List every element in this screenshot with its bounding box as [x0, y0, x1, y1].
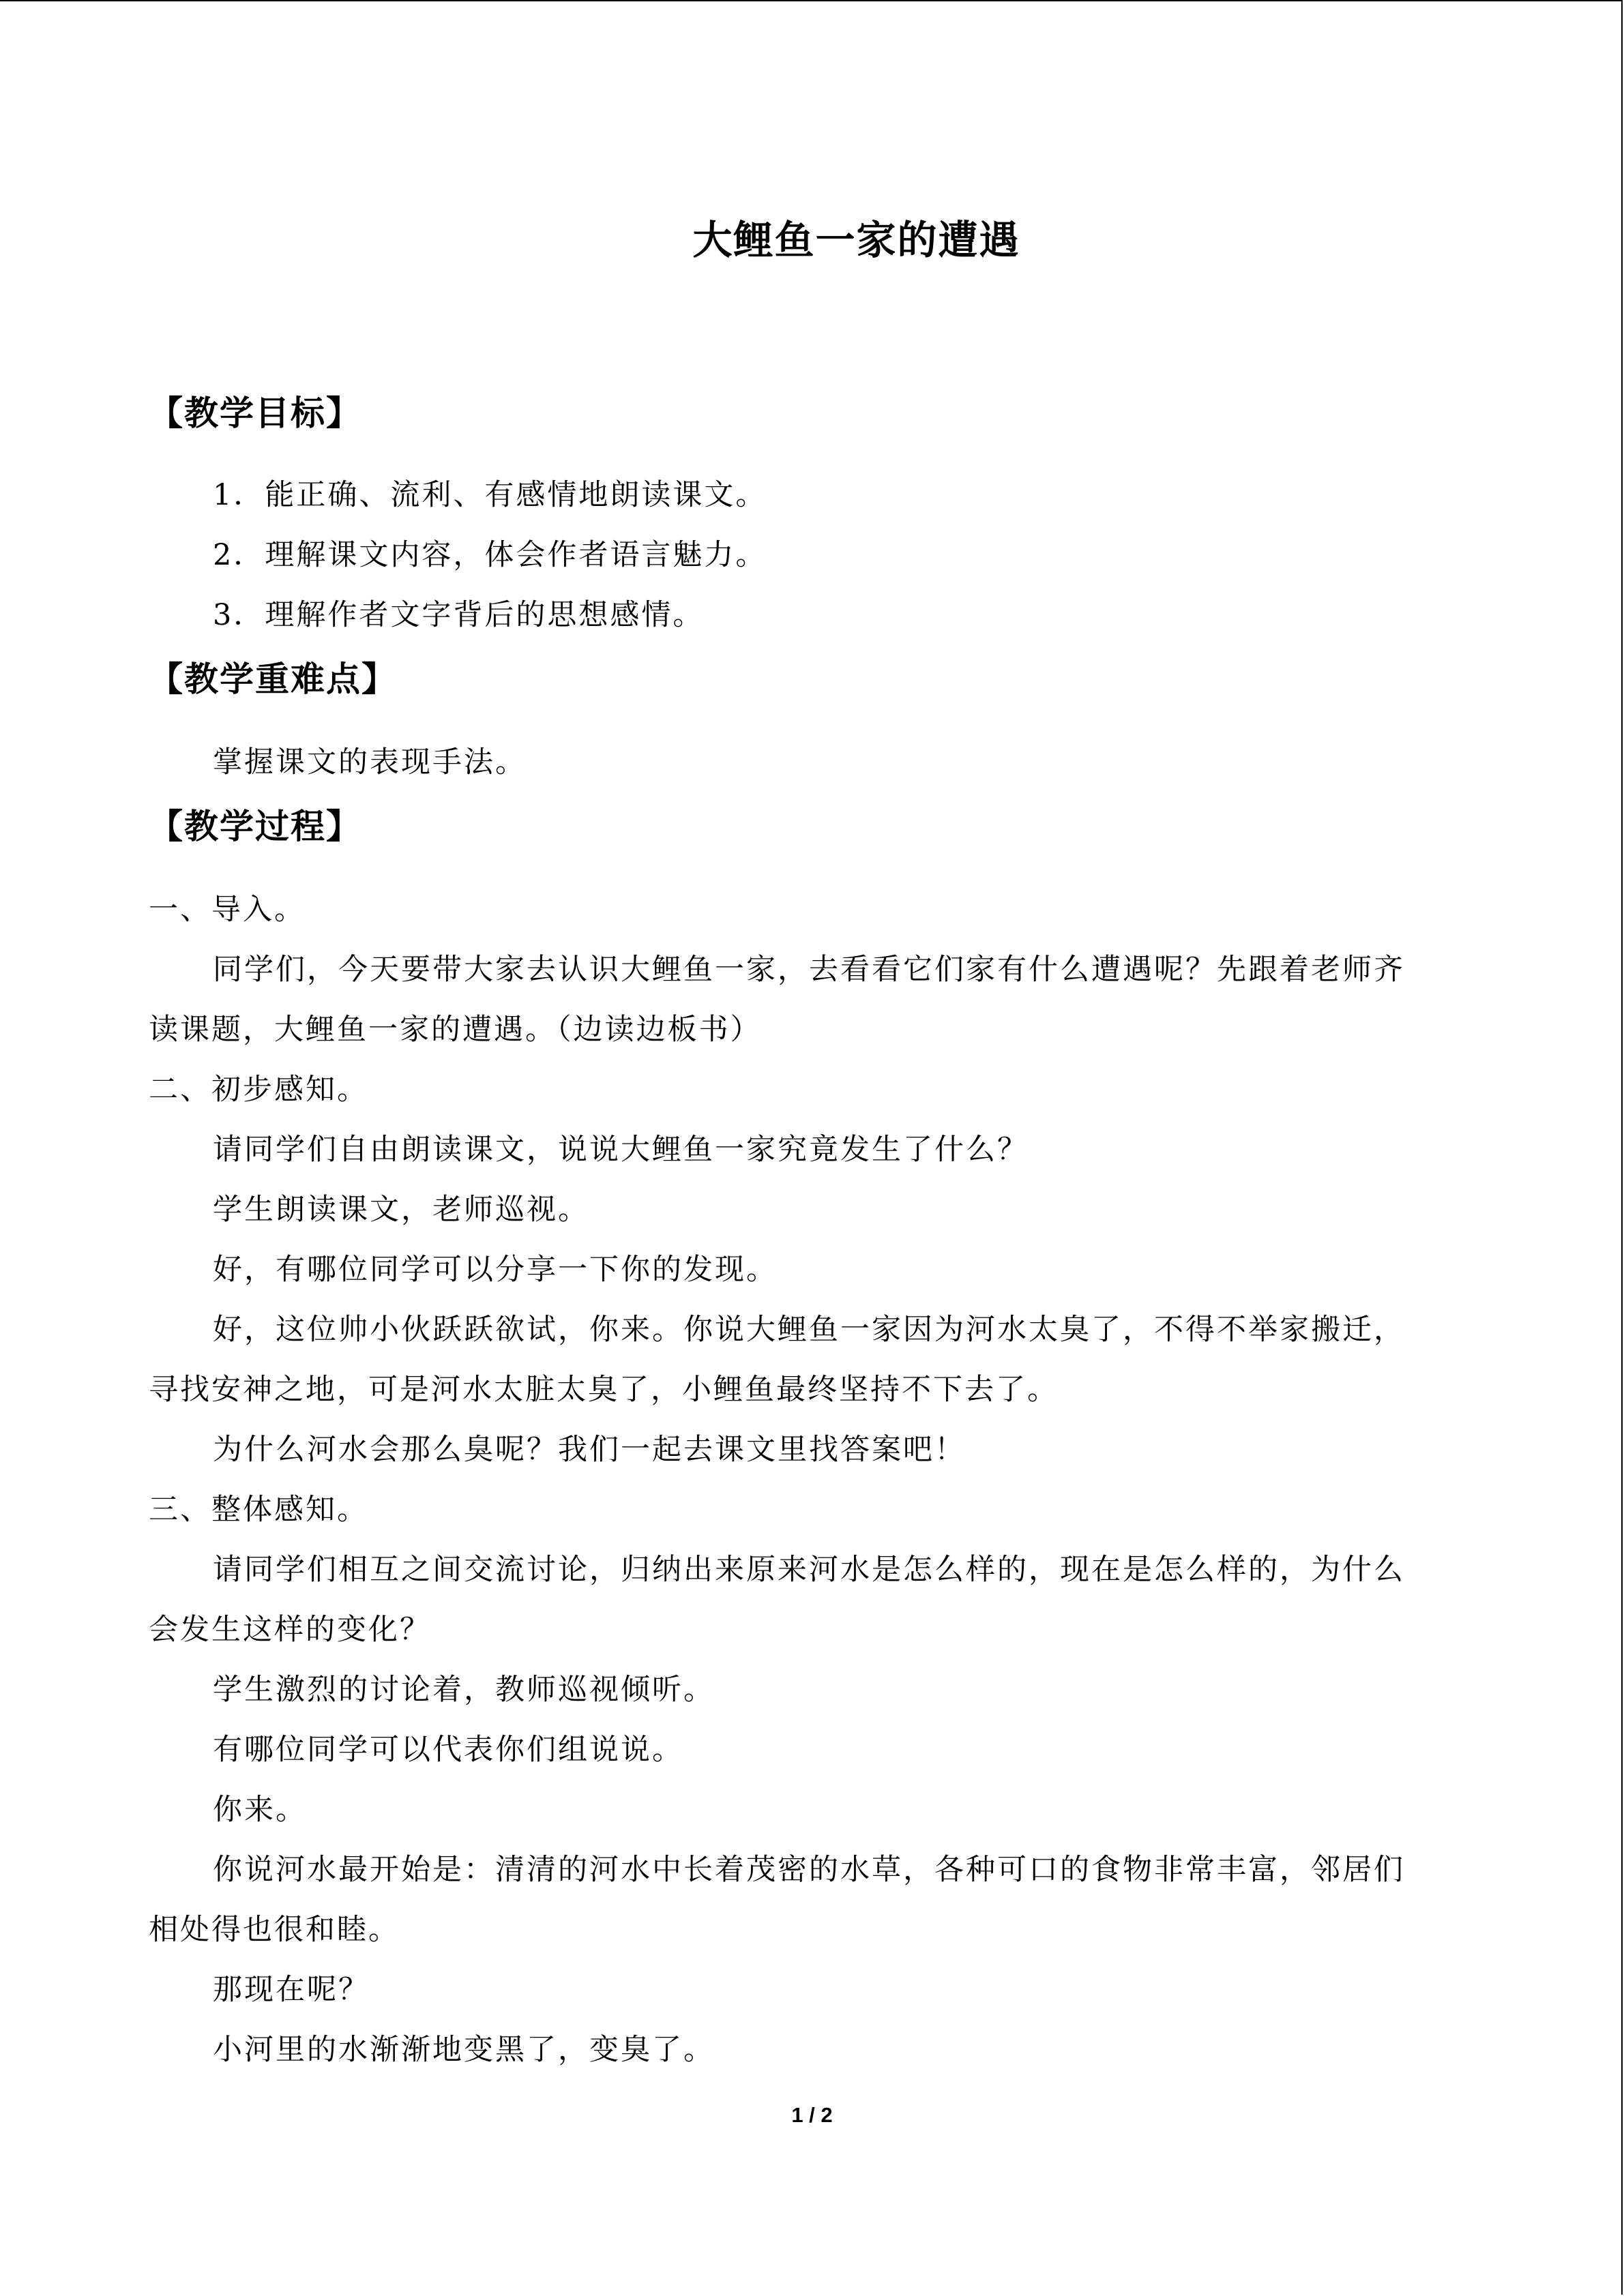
- objective-item-1: 1．能正确、流利、有感情地朗读课文。: [213, 478, 767, 512]
- objective-item-2: 2．理解课文内容，体会作者语言魅力。: [213, 538, 767, 572]
- objectives-heading: 【教学目标】: [149, 393, 361, 433]
- step2-paragraph-2: 学生朗读课文，老师巡视。: [213, 1193, 589, 1227]
- step2-paragraph-3: 好，有哪位同学可以分享一下你的发现。: [213, 1253, 778, 1287]
- key-points-heading: 【教学重难点】: [149, 659, 397, 699]
- objective-item-3: 3．理解作者文字背后的思想感情。: [213, 598, 705, 632]
- step3-paragraph-5-line-1: 你说河水最开始是：清清的河水中长着茂密的水草，各种可口的食物非常丰富，邻居们: [213, 1853, 1405, 1887]
- step3-paragraph-2: 学生激烈的讨论着，教师巡视倾听。: [213, 1673, 715, 1707]
- step3-paragraph-1-line-2: 会发生这样的变化？: [149, 1613, 431, 1647]
- step3-paragraph-1-line-1: 请同学们相互之间交流讨论，归纳出来原来河水是怎么样的，现在是怎么样的，为什么: [213, 1553, 1405, 1587]
- step3-paragraph-5-line-2: 相处得也很和睦。: [149, 1913, 400, 1947]
- step2-paragraph-4-line-1: 好，这位帅小伙跃跃欲试，你来。你说大鲤鱼一家因为河水太臭了，不得不举家搬迁，: [213, 1313, 1405, 1347]
- process-heading: 【教学过程】: [149, 806, 361, 846]
- step1-paragraph-line-2: 读课题，大鲤鱼一家的遭遇。（边读边板书）: [149, 1013, 762, 1047]
- document-title: 大鲤鱼一家的遭遇: [692, 217, 1020, 263]
- step3-title: 三、整体感知。: [149, 1493, 368, 1527]
- step2-paragraph-4-line-2: 寻找安神之地，可是河水太脏太臭了，小鲤鱼最终坚持不下去了。: [149, 1373, 1059, 1407]
- step3-paragraph-6: 那现在呢？: [213, 1973, 370, 2007]
- step2-title: 二、初步感知。: [149, 1073, 368, 1107]
- step3-paragraph-7: 小河里的水渐渐地变黑了，变臭了。: [213, 2033, 715, 2067]
- step2-paragraph-5: 为什么河水会那么臭呢？我们一起去课文里找答案吧！: [213, 1433, 966, 1467]
- step2-paragraph-1: 请同学们自由朗读课文，说说大鲤鱼一家究竟发生了什么？: [213, 1133, 1029, 1167]
- step1-paragraph-line-1: 同学们，今天要带大家去认识大鲤鱼一家，去看看它们家有什么遭遇呢？先跟着老师齐: [213, 953, 1405, 987]
- step3-paragraph-3: 有哪位同学可以代表你们组说说。: [213, 1733, 683, 1767]
- page-number: 1 / 2: [791, 2103, 833, 2127]
- key-points-text: 掌握课文的表现手法。: [213, 745, 527, 779]
- step3-paragraph-4: 你来。: [213, 1793, 307, 1827]
- step1-title: 一、导入。: [149, 893, 306, 927]
